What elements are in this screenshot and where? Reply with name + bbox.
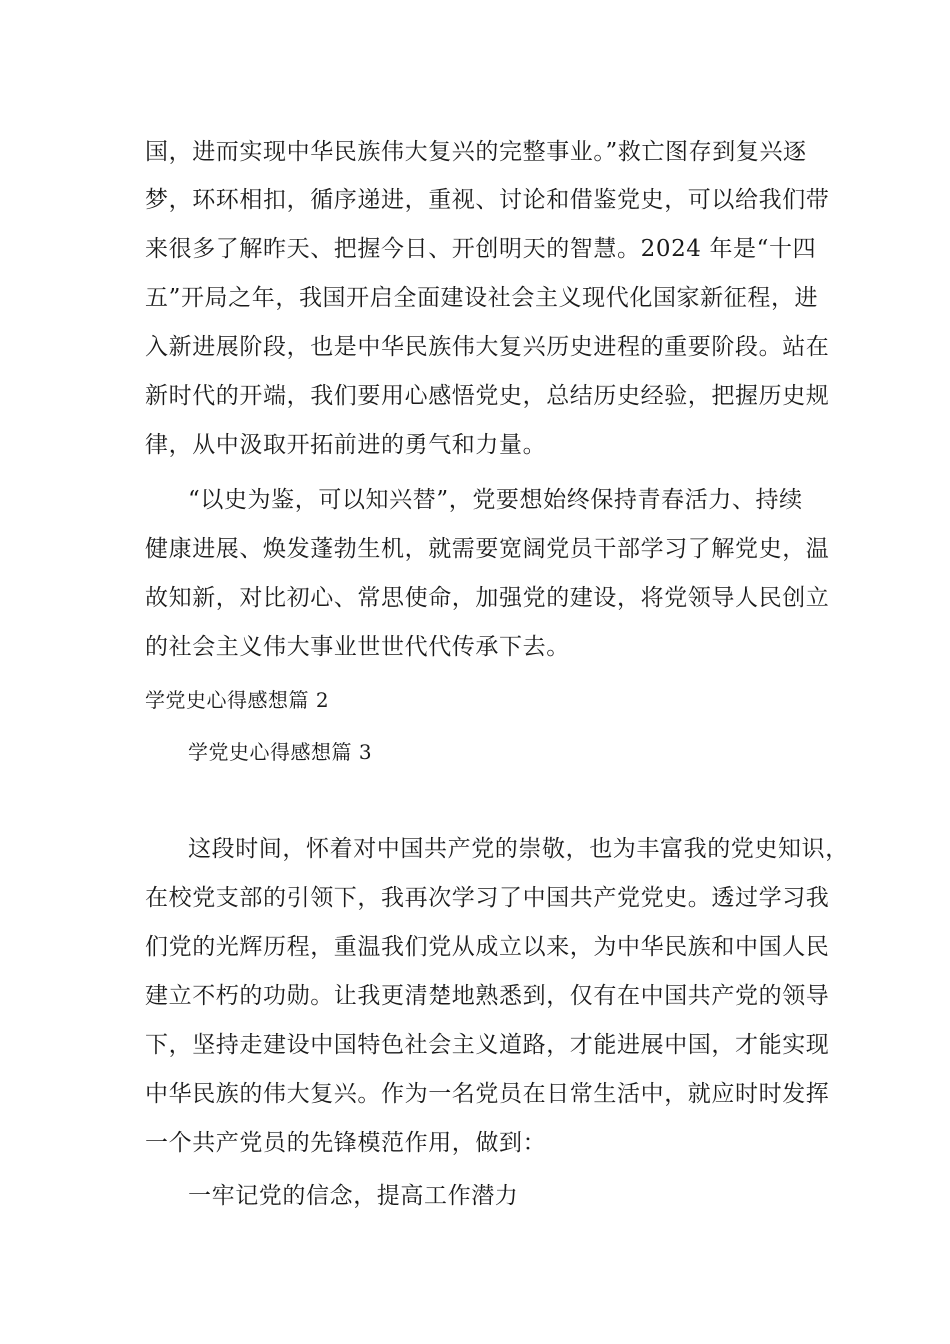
text-line: 这段时间，怀着对中国共产党的崇敬，也为丰富我的党史知识， [188, 836, 849, 862]
text-line: 健康进展、焕发蓬勃生机，就需要宽阔党员干部学习了解党史，温 [145, 536, 830, 562]
text-line: 入新进展阶段，也是中华民族伟大复兴历史进程的重要阶段。站在 [145, 334, 830, 360]
text-line: 国，进而实现中华民族伟大复兴的完整事业。”救亡图存到复兴逐 [145, 139, 807, 165]
section-heading-3: 学党史心得感想篇 3 [188, 740, 373, 764]
text-line: 一个共产党员的先锋模范作用，做到： [145, 1130, 547, 1156]
text-line: 律，从中汲取开拓前进的勇气和力量。 [145, 432, 547, 458]
text-line: 下，坚持走建设中国特色社会主义道路，才能进展中国，才能实现 [145, 1032, 830, 1058]
text-line: 建立不朽的功勋。让我更清楚地熟悉到，仅有在中国共产党的领导 [145, 983, 830, 1009]
text-line: 故知新，对比初心、常思使命，加强党的建设，将党领导人民创立 [145, 585, 830, 611]
text-line: 来很多了解昨天、把握今日、开创明天的智慧。2024 年是“十四 [145, 236, 817, 262]
text-line: 新时代的开端，我们要用心感悟党史，总结历史经验，把握历史规 [145, 383, 830, 409]
text-line: 一牢记党的信念，提高工作潜力 [188, 1183, 519, 1209]
text-line: 五”开局之年，我国开启全面建设社会主义现代化国家新征程，进 [145, 285, 819, 311]
text-line: 中华民族的伟大复兴。作为一名党员在日常生活中，就应时时发挥 [145, 1081, 830, 1107]
text-line: 的社会主义伟大事业世世代代传承下去。 [145, 634, 570, 660]
text-line: 们党的光辉历程，重温我们党从成立以来，为中华民族和中国人民 [145, 934, 830, 960]
text-line: 梦，环环相扣，循序递进，重视、讨论和借鉴党史，可以给我们带 [145, 187, 830, 213]
text-line: “以史为鉴，可以知兴替”，党要想始终保持青春活力、持续 [188, 487, 803, 513]
section-heading-2: 学党史心得感想篇 2 [145, 688, 330, 712]
text-line: 在校党支部的引领下，我再次学习了中国共产党党史。透过学习我 [145, 885, 830, 911]
